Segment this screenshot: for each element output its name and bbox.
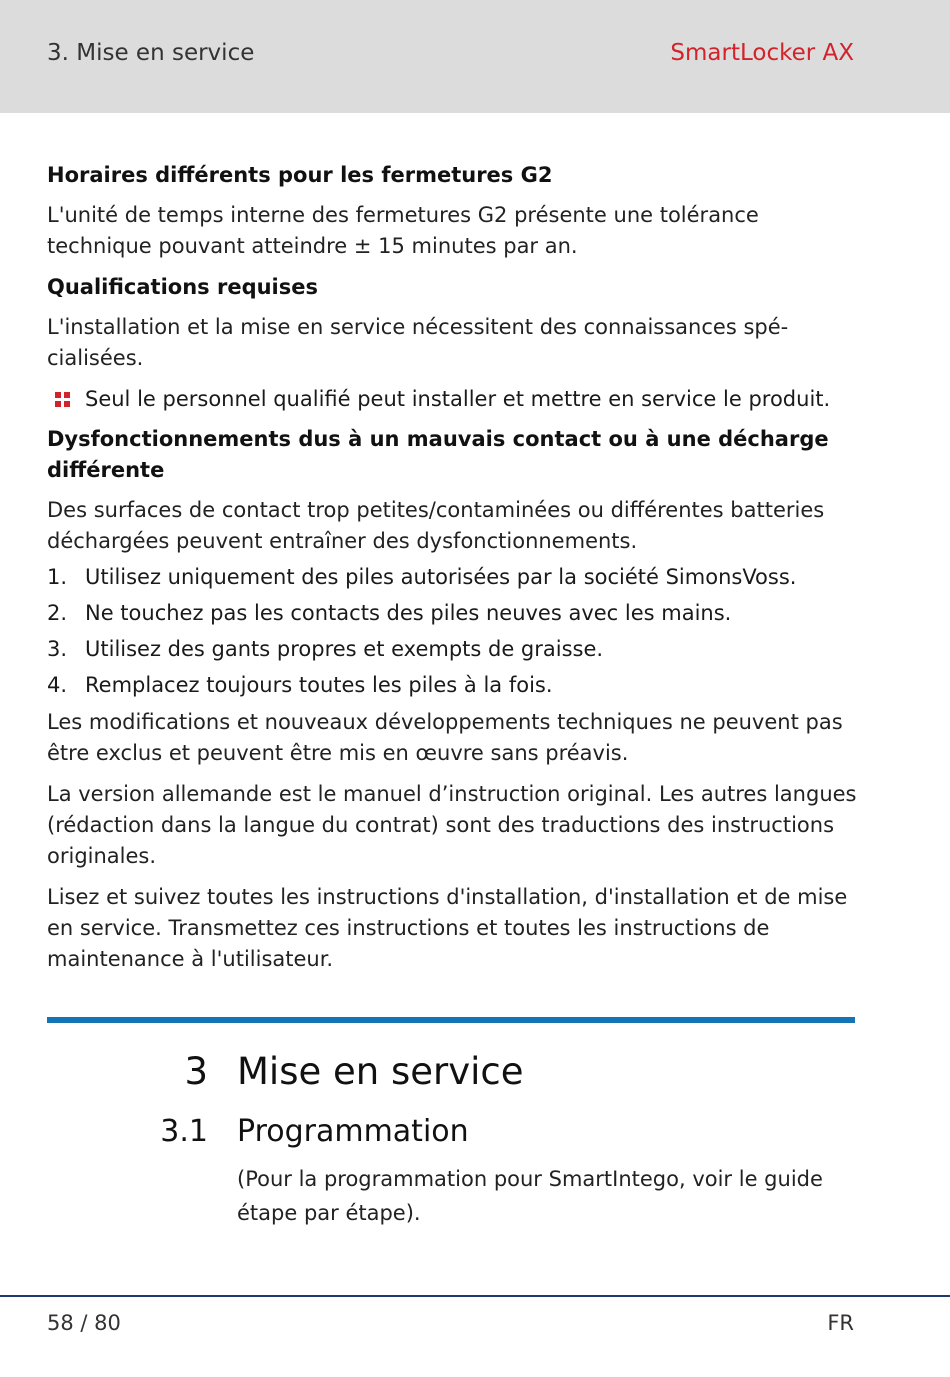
paragraph-dysfonctionnements: Des surfaces de contact trop petites/contaminées ou différentes batteries déchargées peuvent entraîner des dysfonctionnements. <box>47 498 825 553</box>
section-body: (Pour la programmation pour SmartIntego, voir le guide étape par étape). <box>237 1167 823 1225</box>
paragraph-qualifications: L'installation et la mise en service nécessitent des connaissances spécialisées. <box>47 315 789 370</box>
header-section-title: 3. Mise en service <box>47 40 255 66</box>
step-text: Utilisez des gants propres et exempts de graisse. <box>85 637 604 661</box>
main-content <box>47 160 857 975</box>
list-item <box>47 670 857 701</box>
bullet-item-qualifications <box>47 384 857 415</box>
page-number: 58 / 80 <box>47 1311 121 1335</box>
list-item <box>47 598 857 629</box>
steps-list <box>47 562 857 701</box>
warning-squares-icon <box>47 384 85 415</box>
language-code: FR <box>827 1311 854 1335</box>
bullet-text: Seul le personnel qualifié peut installer et mettre en service le produit. <box>85 387 831 411</box>
header-product-name: SmartLocker AX <box>670 40 854 66</box>
step-text: Remplacez toujours toutes les piles à la fois. <box>85 673 553 697</box>
heading-horaires: Horaires différents pour les fermetures G2 <box>47 163 553 187</box>
section-number: 3.1 <box>160 1114 208 1149</box>
footer-divider <box>0 1295 950 1297</box>
heading-qualifications: Qualifications requises <box>47 275 319 299</box>
paragraph-horaires: L'unité de temps interne des fermetures G2 présente une tolérance technique pouvant atteindre ± 15 minutes par an. <box>47 203 759 258</box>
step-text: Utilisez uniquement des piles autorisées par la société SimonsVoss. <box>85 565 797 589</box>
step-number: 3. <box>47 637 68 661</box>
step-number: 1. <box>47 565 68 589</box>
section-divider <box>47 1017 855 1023</box>
step-text: Ne touchez pas les contacts des piles neuves avec les mains. <box>85 601 732 625</box>
chapter-title: Mise en service <box>237 1050 524 1093</box>
page-header <box>0 0 950 113</box>
chapter-number: 3 <box>184 1050 208 1093</box>
section-title: Programmation <box>237 1114 469 1149</box>
list-item <box>47 562 857 593</box>
paragraph-lisez: Lisez et suivez toutes les instructions d'installation, d'installation et de mise en service. Transmettez ces instructions et toutes les instructions de maintenance à l'utilisateur. <box>47 885 848 971</box>
step-number: 4. <box>47 673 68 697</box>
paragraph-modifications: Les modifications et nouveaux développements techniques ne peuvent pas être exclus et peuvent être mis en œuvre sans préavis. <box>47 710 843 765</box>
paragraph-version: La version allemande est le manuel d’instruction original. Les autres langues (rédaction dans la langue du contrat) sont des traductions des instructions originales. <box>47 782 857 868</box>
heading-dysfonctionnements: Dysfonctionnements dus à un mauvais contact ou à une décharge différente <box>47 427 829 482</box>
list-item <box>47 634 857 665</box>
step-number: 2. <box>47 601 68 625</box>
